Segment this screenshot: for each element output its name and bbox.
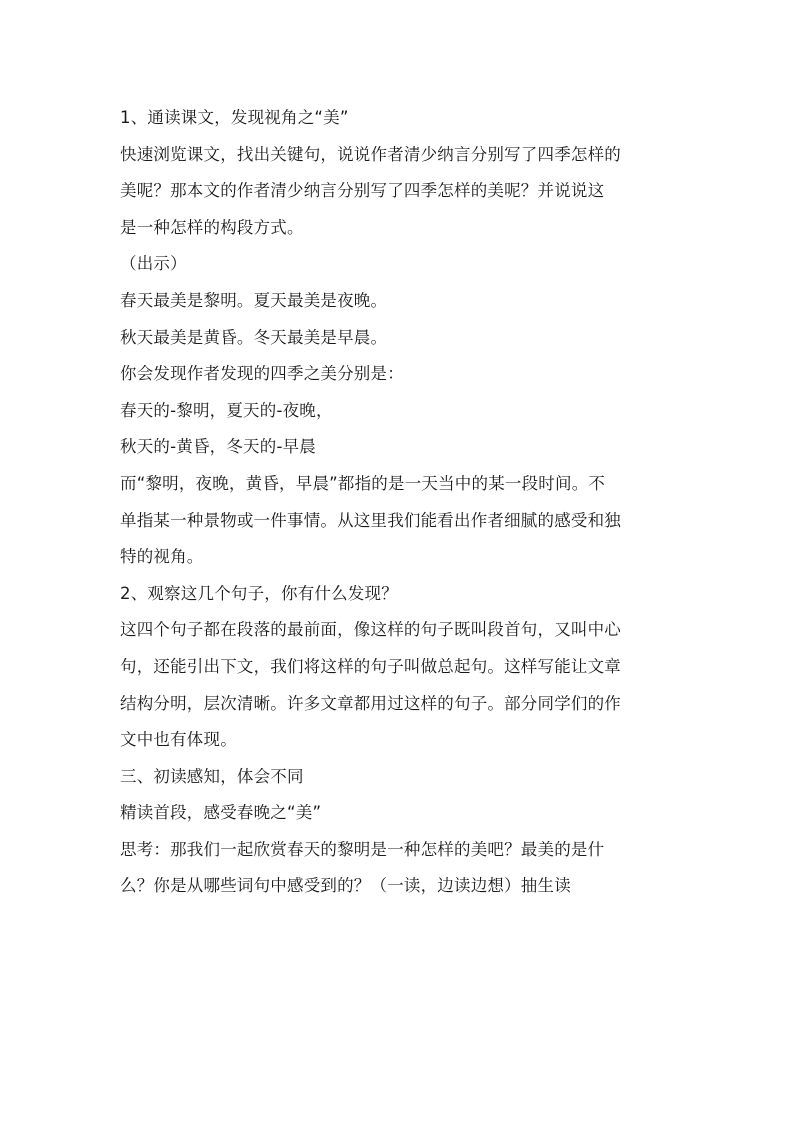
document-body (120, 104, 680, 909)
text-line: 是一种怎样的构段方式。 (120, 217, 304, 237)
text-line: 文中也有体现。 (120, 730, 237, 750)
text-line: 快速浏览课文，找出关键句，说说作者清少纳言分别写了四季怎样的 (120, 144, 621, 164)
text-line: 而“黎明，夜晚，黄昏，早晨”都指的是一天当中的某一段时间。不 (120, 473, 606, 493)
text-line: 特的视角。 (120, 547, 204, 567)
text-line: 结构分明，层次清晰。许多文章都用过这样的句子。部分同学们的作 (120, 693, 621, 713)
text-line: 你会发现作者发现的四季之美分别是： (120, 364, 404, 384)
text-line: 精读首段，感受春晚之“美” (120, 803, 322, 823)
section-heading-1: 1、通读课文，发现视角之“美” (120, 108, 349, 127)
text-line: （出示） (120, 254, 187, 274)
text-line: 春天的-黎明，夏天的-夜晚， (120, 400, 333, 420)
section-heading-3: 三、初读感知，体会不同 (120, 766, 304, 786)
text-line: 思考：那我们一起欣赏春天的黎明是一种怎样的美吧？最美的是什 (120, 839, 605, 859)
text-line: 这四个句子都在段落的最前面，像这样的句子既叫段首句，又叫中心 (120, 620, 621, 640)
text-line: 么？你是从哪些词句中感受到的？（一读，边读边想）抽生读 (120, 876, 571, 896)
text-line: 秋天最美是黄昏。冬天最美是早晨。 (120, 327, 388, 347)
text-line: 句，还能引出下文，我们将这样的句子叫做总起句。这样写能让文章 (120, 656, 621, 676)
text-line: 春天最美是黎明。夏天最美是夜晚。 (120, 290, 388, 310)
section-heading-2: 2、观察这几个句子，你有什么发现？ (120, 583, 398, 603)
text-line: 单指某一种景物或一件事情。从这里我们能看出作者细腻的感受和独 (120, 510, 621, 530)
text-line: 秋天的-黄昏，冬天的-早晨 (120, 437, 317, 457)
text-line: 美呢？那本文的作者清少纳言分别写了四季怎样的美呢？并说说这 (120, 181, 605, 201)
